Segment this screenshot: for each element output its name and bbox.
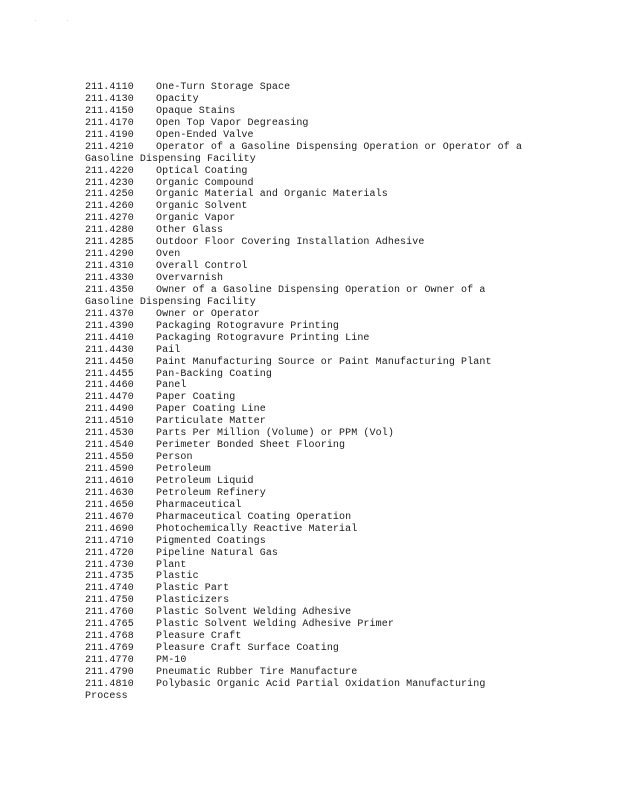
section-number: 211.4740: [85, 583, 134, 595]
list-item: [85, 452, 555, 464]
section-number: 211.4730: [85, 559, 134, 571]
defined-term: Plastic Solvent Welding Adhesive Primer: [156, 619, 394, 631]
defined-term: Pharmaceutical: [156, 499, 242, 511]
list-item: [85, 392, 555, 404]
section-number: 211.4690: [85, 523, 134, 535]
section-number: 211.4170: [85, 117, 134, 129]
section-number: 211.4430: [85, 344, 134, 356]
section-number: 211.4260: [85, 201, 134, 213]
defined-term: Pigmented Coatings: [156, 535, 266, 547]
list-item: [85, 404, 555, 416]
defined-term: Panel: [156, 380, 187, 392]
section-number: 211.4110: [85, 82, 134, 93]
defined-term: Pan-Backing Coating: [156, 368, 272, 380]
defined-term: Opaque Stains: [156, 105, 236, 117]
section-number: 211.4610: [85, 475, 134, 487]
list-item: [85, 595, 555, 607]
section-number: 211.4270: [85, 213, 134, 225]
defined-term: Polybasic Organic Acid Partial Oxidation Manufacturing: [156, 678, 486, 690]
defined-term: Operator of a Gasoline Dispensing Operation or Operator of a: [156, 141, 523, 153]
section-number: 211.4720: [85, 547, 134, 559]
section-number: 211.4410: [85, 332, 134, 344]
list-item: [85, 512, 555, 524]
list-item: [85, 548, 555, 560]
defined-term: Owner of a Gasoline Dispensing Operation or Owner of a: [156, 284, 486, 296]
section-number: 211.4530: [85, 428, 134, 440]
list-item: [85, 500, 555, 512]
defined-term-continuation: Process: [85, 690, 128, 702]
section-number: 211.4735: [85, 571, 134, 583]
list-item: [85, 380, 555, 392]
definition-list: [85, 82, 555, 703]
defined-term: Packaging Rotogravure Printing Line: [156, 332, 370, 344]
defined-term: Pleasure Craft Surface Coating: [156, 643, 340, 655]
defined-term: Pleasure Craft: [156, 631, 242, 643]
defined-term: Organic Vapor: [156, 213, 236, 225]
list-item: [85, 536, 555, 548]
defined-term: Paper Coating: [156, 392, 236, 404]
defined-term: Paint Manufacturing Source or Paint Manufacturing Plant: [156, 356, 492, 368]
section-number: 211.4220: [85, 165, 134, 177]
section-number: 211.4810: [85, 678, 134, 690]
defined-term: Pail: [156, 344, 181, 356]
section-number: 211.4490: [85, 404, 134, 416]
defined-term: Pharmaceutical Coating Operation: [156, 511, 352, 523]
defined-term: Organic Compound: [156, 177, 254, 189]
list-item: [85, 94, 555, 106]
list-item: [85, 440, 555, 452]
list-item: [85, 225, 555, 237]
defined-term: Petroleum Liquid: [156, 475, 254, 487]
list-item: [85, 643, 555, 655]
defined-term: Plasticizers: [156, 595, 230, 607]
list-item: [85, 309, 555, 321]
section-number: 211.4768: [85, 631, 134, 643]
defined-term: Petroleum Refinery: [156, 487, 266, 499]
defined-term: Organic Solvent: [156, 201, 248, 213]
list-item: [85, 488, 555, 500]
list-item: [85, 464, 555, 476]
section-number: 211.4330: [85, 273, 134, 284]
list-item: [85, 345, 555, 357]
section-number: 211.4590: [85, 464, 134, 475]
scan-speck: [67, 20, 68, 21]
defined-term: Plastic: [156, 571, 199, 583]
list-item: [85, 619, 555, 631]
list-item: [85, 667, 555, 679]
defined-term: Plastic Solvent Welding Adhesive: [156, 607, 352, 619]
list-item: [85, 357, 555, 369]
section-number: 211.4370: [85, 308, 134, 320]
defined-term: Particulate Matter: [156, 416, 266, 428]
defined-term: Overall Control: [156, 261, 248, 273]
list-item: [85, 583, 555, 595]
defined-term: Perimeter Bonded Sheet Flooring: [156, 440, 346, 452]
section-number: 211.4450: [85, 356, 134, 368]
section-number: 211.4290: [85, 249, 134, 261]
list-item: [85, 333, 555, 345]
defined-term: Other Glass: [156, 225, 224, 237]
section-number: 211.4770: [85, 655, 134, 666]
list-item: [85, 416, 555, 428]
defined-term-continuation: Gasoline Dispensing Facility: [85, 296, 256, 308]
section-number: 211.4350: [85, 284, 134, 296]
section-number: 211.4540: [85, 440, 134, 452]
section-number: 211.4285: [85, 237, 134, 249]
list-item: [85, 166, 555, 178]
section-number: 211.4790: [85, 666, 134, 678]
list-item: [85, 82, 555, 94]
defined-term: Opacity: [156, 93, 199, 105]
list-item: [85, 428, 555, 440]
defined-term: Pipeline Natural Gas: [156, 547, 279, 559]
section-number: 211.4510: [85, 416, 134, 428]
section-number: 211.4765: [85, 619, 134, 631]
list-item: [85, 655, 555, 667]
list-item: [85, 249, 555, 261]
defined-term: Packaging Rotogravure Printing: [156, 320, 340, 332]
list-item: [85, 571, 555, 583]
section-number: 211.4550: [85, 452, 134, 464]
section-number: 211.4670: [85, 511, 134, 523]
section-number: 211.4650: [85, 499, 134, 511]
defined-term: Owner or Operator: [156, 308, 260, 320]
list-item: [85, 560, 555, 572]
list-item: [85, 524, 555, 536]
section-number: 211.4150: [85, 105, 134, 117]
defined-term: Optical Coating: [156, 165, 248, 177]
list-item: [85, 261, 555, 273]
section-number: 211.4230: [85, 177, 134, 189]
defined-term: Organic Material and Organic Materials: [156, 189, 388, 201]
section-number: 211.4630: [85, 487, 134, 499]
list-item: [85, 130, 555, 142]
defined-term: Plastic Part: [156, 583, 230, 595]
list-item: [85, 213, 555, 225]
list-item: [85, 118, 555, 130]
section-number: 211.4710: [85, 535, 134, 547]
list-item: [85, 607, 555, 619]
section-number: 211.4190: [85, 129, 134, 141]
defined-term: Open-Ended Valve: [156, 129, 254, 141]
defined-term: Photochemically Reactive Material: [156, 523, 358, 535]
section-number: 211.4769: [85, 643, 134, 655]
defined-term: Open Top Vapor Degreasing: [156, 117, 309, 129]
list-item: [85, 273, 555, 285]
defined-term: Pneumatic Rubber Tire Manufacture: [156, 666, 358, 678]
defined-term: Person: [156, 452, 193, 464]
defined-term: Oven: [156, 249, 181, 261]
section-number: 211.4460: [85, 380, 134, 392]
section-number: 211.4130: [85, 93, 134, 105]
section-number: 211.4455: [85, 368, 134, 380]
list-item: [85, 201, 555, 213]
section-number: 211.4760: [85, 607, 134, 619]
defined-term: One-Turn Storage Space: [156, 82, 291, 93]
defined-term: PM-10: [156, 655, 187, 666]
list-item: [85, 285, 555, 309]
defined-term: Plant: [156, 559, 187, 571]
list-item: [85, 679, 555, 703]
list-item: [85, 237, 555, 249]
section-number: 211.4310: [85, 261, 134, 273]
list-item: [85, 631, 555, 643]
section-number: 211.4750: [85, 595, 134, 607]
defined-term: Outdoor Floor Covering Installation Adhesive: [156, 237, 425, 249]
list-item: [85, 189, 555, 201]
defined-term: Paper Coating Line: [156, 404, 266, 416]
scan-speck: [35, 20, 36, 21]
list-item: [85, 369, 555, 381]
section-number: 211.4470: [85, 392, 134, 404]
list-item: [85, 142, 555, 166]
list-item: [85, 476, 555, 488]
list-item: [85, 178, 555, 190]
defined-term: Petroleum: [156, 464, 211, 475]
defined-term: Overvarnish: [156, 273, 224, 284]
section-number: 211.4210: [85, 141, 134, 153]
list-item: [85, 321, 555, 333]
defined-term-continuation: Gasoline Dispensing Facility: [85, 153, 256, 165]
defined-term: Parts Per Million (Volume) or PPM (Vol): [156, 428, 394, 440]
section-number: 211.4390: [85, 320, 134, 332]
section-number: 211.4280: [85, 225, 134, 237]
section-number: 211.4250: [85, 189, 134, 201]
list-item: [85, 106, 555, 118]
